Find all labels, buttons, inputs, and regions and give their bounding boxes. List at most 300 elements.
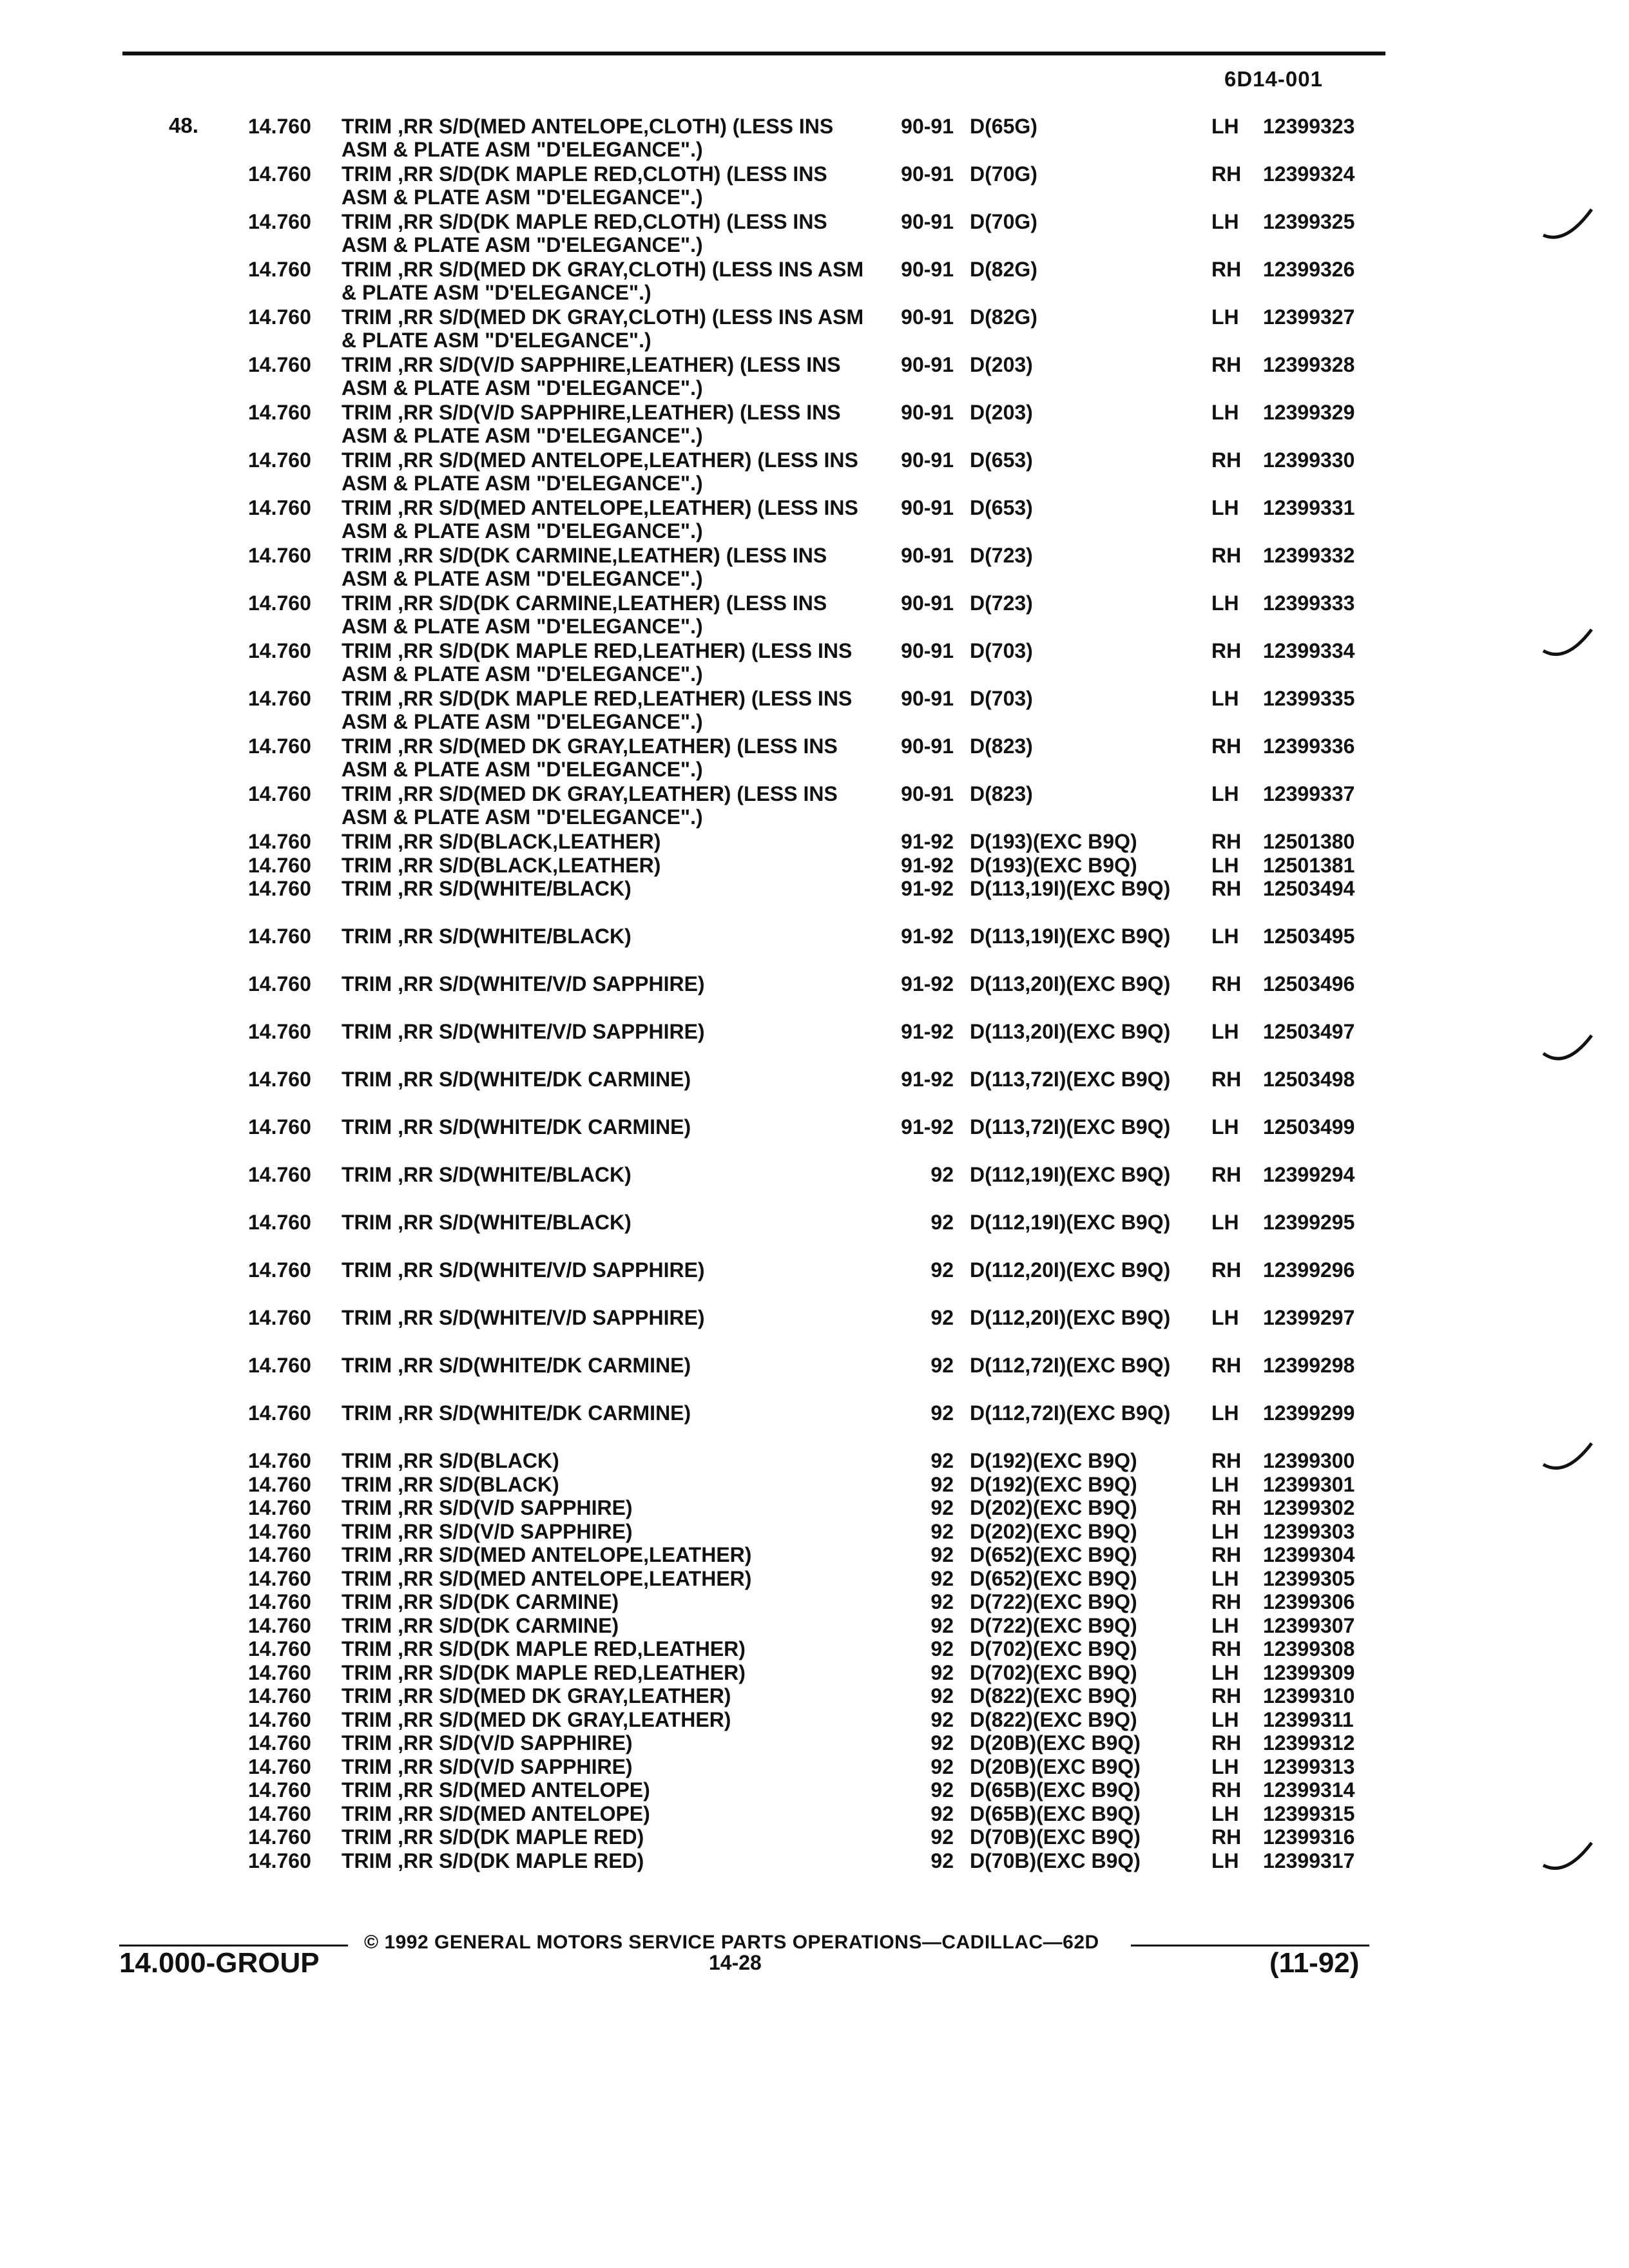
reference-number: 14.760 bbox=[248, 830, 311, 853]
side-indicator: RH bbox=[1211, 639, 1242, 662]
model-years: 92 bbox=[930, 1684, 954, 1707]
side-indicator: LH bbox=[1211, 401, 1239, 424]
table-row bbox=[0, 1449, 1629, 1473]
option-code: D(70B)(EXC B9Q) bbox=[970, 1825, 1141, 1849]
table-row bbox=[0, 115, 1629, 162]
model-years: 92 bbox=[930, 1543, 954, 1566]
side-indicator: LH bbox=[1211, 1519, 1239, 1543]
side-indicator: LH bbox=[1211, 1472, 1239, 1496]
model-years: 92 bbox=[930, 1613, 954, 1637]
option-code: D(112,20I)(EXC B9Q) bbox=[970, 1306, 1171, 1329]
side-indicator: LH bbox=[1211, 1802, 1239, 1825]
side-indicator: LH bbox=[1211, 1849, 1239, 1872]
reference-number: 14.760 bbox=[248, 1731, 311, 1754]
side-indicator: RH bbox=[1211, 1731, 1242, 1754]
option-code: D(20B)(EXC B9Q) bbox=[970, 1754, 1141, 1778]
part-description: TRIM ,RR S/D(MED DK GRAY,CLOTH) (LESS INS ASM & PLATE ASM "D'ELEGANCE".) bbox=[342, 305, 864, 352]
reference-number: 14.760 bbox=[248, 1306, 311, 1329]
table-row bbox=[0, 1306, 1629, 1354]
part-number: 12399307 bbox=[1263, 1613, 1355, 1637]
part-number: 12503499 bbox=[1263, 1115, 1355, 1139]
model-years: 92 bbox=[930, 1778, 954, 1802]
table-row bbox=[0, 1258, 1629, 1306]
reference-number: 14.760 bbox=[248, 1543, 311, 1566]
option-code: D(653) bbox=[970, 448, 1033, 472]
part-description: TRIM ,RR S/D(WHITE/V/D SAPPHIRE) bbox=[342, 1020, 705, 1043]
model-years: 92 bbox=[930, 1637, 954, 1660]
reference-number: 14.760 bbox=[248, 687, 311, 710]
part-description: TRIM ,RR S/D(MED ANTELOPE,CLOTH) (LESS INS ASM & PLATE ASM "D'ELEGANCE".) bbox=[342, 115, 834, 161]
side-indicator: RH bbox=[1211, 1778, 1242, 1802]
part-description: TRIM ,RR S/D(WHITE/BLACK) bbox=[342, 877, 631, 900]
side-indicator: LH bbox=[1211, 210, 1239, 233]
table-row bbox=[0, 1731, 1629, 1755]
part-number: 12399329 bbox=[1263, 401, 1355, 424]
model-years: 91-92 bbox=[901, 877, 954, 900]
reference-number: 14.760 bbox=[248, 1754, 311, 1778]
footer-rule-left bbox=[119, 1945, 348, 1946]
table-row bbox=[0, 401, 1629, 448]
option-code: D(702)(EXC B9Q) bbox=[970, 1637, 1137, 1660]
option-code: D(65B)(EXC B9Q) bbox=[970, 1778, 1141, 1802]
reference-number: 14.760 bbox=[248, 1590, 311, 1613]
part-number: 12399296 bbox=[1263, 1258, 1355, 1282]
part-number: 12399314 bbox=[1263, 1778, 1355, 1802]
part-description: TRIM ,RR S/D(MED ANTELOPE,LEATHER) (LESS INS ASM & PLATE ASM "D'ELEGANCE".) bbox=[342, 496, 858, 543]
table-row bbox=[0, 1163, 1629, 1211]
part-number: 12399333 bbox=[1263, 591, 1355, 615]
table-row bbox=[0, 925, 1629, 972]
option-code: D(203) bbox=[970, 353, 1033, 376]
side-indicator: LH bbox=[1211, 496, 1239, 519]
part-description: TRIM ,RR S/D(MED DK GRAY,LEATHER) bbox=[342, 1684, 731, 1707]
reference-number: 14.760 bbox=[248, 1354, 311, 1377]
part-description: TRIM ,RR S/D(BLACK,LEATHER) bbox=[342, 830, 661, 853]
side-indicator: RH bbox=[1211, 1068, 1242, 1091]
option-code: D(193)(EXC B9Q) bbox=[970, 853, 1137, 877]
copyright-notice: © 1992 GENERAL MOTORS SERVICE PARTS OPERATIONS—CADILLAC—62D bbox=[364, 1932, 1099, 1953]
reference-number: 14.760 bbox=[248, 1401, 311, 1425]
reference-number: 14.760 bbox=[248, 1020, 311, 1043]
option-code: D(723) bbox=[970, 544, 1033, 567]
model-years: 90-91 bbox=[901, 210, 954, 233]
side-indicator: LH bbox=[1211, 305, 1239, 329]
part-number: 12399309 bbox=[1263, 1660, 1355, 1684]
table-row bbox=[0, 1590, 1629, 1614]
part-number: 12399324 bbox=[1263, 162, 1355, 186]
part-description: TRIM ,RR S/D(WHITE/BLACK) bbox=[342, 1211, 631, 1234]
model-years: 92 bbox=[930, 1566, 954, 1590]
part-description: TRIM ,RR S/D(DK MAPLE RED,LEATHER) (LESS INS ASM & PLATE ASM "D'ELEGANCE".) bbox=[342, 687, 853, 733]
side-indicator: RH bbox=[1211, 735, 1242, 758]
model-years: 92 bbox=[930, 1211, 954, 1234]
part-description: TRIM ,RR S/D(WHITE/BLACK) bbox=[342, 925, 631, 948]
option-code: D(703) bbox=[970, 687, 1033, 710]
table-row bbox=[0, 1849, 1629, 1873]
table-row bbox=[0, 496, 1629, 544]
model-years: 92 bbox=[930, 1496, 954, 1519]
side-indicator: LH bbox=[1211, 1211, 1239, 1234]
part-description: TRIM ,RR S/D(WHITE/DK CARMINE) bbox=[342, 1401, 691, 1425]
table-row bbox=[0, 544, 1629, 591]
table-row bbox=[0, 210, 1629, 258]
part-description: TRIM ,RR S/D(DK MAPLE RED) bbox=[342, 1849, 644, 1872]
model-years: 92 bbox=[930, 1449, 954, 1472]
model-years: 91-92 bbox=[901, 830, 954, 853]
model-years: 92 bbox=[930, 1802, 954, 1825]
table-row bbox=[0, 1543, 1629, 1567]
side-indicator: LH bbox=[1211, 687, 1239, 710]
tick-mark-icon bbox=[1540, 206, 1598, 245]
side-indicator: RH bbox=[1211, 544, 1242, 567]
reference-number: 14.760 bbox=[248, 115, 311, 138]
model-years: 92 bbox=[930, 1306, 954, 1329]
part-description: TRIM ,RR S/D(WHITE/DK CARMINE) bbox=[342, 1115, 691, 1139]
part-number: 12399335 bbox=[1263, 687, 1355, 710]
side-indicator: RH bbox=[1211, 1684, 1242, 1707]
part-number: 12399313 bbox=[1263, 1754, 1355, 1778]
option-code: D(82G) bbox=[970, 305, 1037, 329]
parts-list bbox=[0, 115, 1629, 1872]
option-code: D(702)(EXC B9Q) bbox=[970, 1660, 1137, 1684]
option-code: D(70G) bbox=[970, 210, 1037, 233]
part-number: 12399304 bbox=[1263, 1543, 1355, 1566]
part-description: TRIM ,RR S/D(MED DK GRAY,LEATHER) (LESS INS ASM & PLATE ASM "D'ELEGANCE".) bbox=[342, 782, 838, 829]
side-indicator: LH bbox=[1211, 1306, 1239, 1329]
part-description: TRIM ,RR S/D(V/D SAPPHIRE,LEATHER) (LESS INS ASM & PLATE ASM "D'ELEGANCE".) bbox=[342, 353, 841, 399]
part-description: TRIM ,RR S/D(V/D SAPPHIRE) bbox=[342, 1754, 633, 1778]
reference-number: 14.760 bbox=[248, 1068, 311, 1091]
part-number: 12399308 bbox=[1263, 1637, 1355, 1660]
side-indicator: RH bbox=[1211, 448, 1242, 472]
model-years: 92 bbox=[930, 1754, 954, 1778]
side-indicator: RH bbox=[1211, 1590, 1242, 1613]
model-years: 92 bbox=[930, 1163, 954, 1186]
document-id: 6D14-001 bbox=[1224, 67, 1323, 91]
model-years: 90-91 bbox=[901, 496, 954, 519]
model-years: 90-91 bbox=[901, 544, 954, 567]
table-row bbox=[0, 1520, 1629, 1544]
option-code: D(722)(EXC B9Q) bbox=[970, 1613, 1137, 1637]
part-number: 12399337 bbox=[1263, 782, 1355, 805]
part-description: TRIM ,RR S/D(MED DK GRAY,LEATHER) bbox=[342, 1707, 731, 1731]
side-indicator: RH bbox=[1211, 353, 1242, 376]
part-number: 12399334 bbox=[1263, 639, 1355, 662]
part-description: TRIM ,RR S/D(WHITE/DK CARMINE) bbox=[342, 1354, 691, 1377]
option-code: D(65B)(EXC B9Q) bbox=[970, 1802, 1141, 1825]
model-years: 91-92 bbox=[901, 972, 954, 995]
part-description: TRIM ,RR S/D(V/D SAPPHIRE,LEATHER) (LESS INS ASM & PLATE ASM "D'ELEGANCE".) bbox=[342, 401, 841, 447]
reference-number: 14.760 bbox=[248, 162, 311, 186]
side-indicator: RH bbox=[1211, 1163, 1242, 1186]
option-code: D(822)(EXC B9Q) bbox=[970, 1684, 1137, 1707]
table-row bbox=[0, 639, 1629, 687]
part-number: 12501380 bbox=[1263, 830, 1355, 853]
option-code: D(113,20I)(EXC B9Q) bbox=[970, 972, 1171, 995]
part-number: 12503497 bbox=[1263, 1020, 1355, 1043]
part-description: TRIM ,RR S/D(DK MAPLE RED,CLOTH) (LESS INS ASM & PLATE ASM "D'ELEGANCE".) bbox=[342, 162, 827, 209]
reference-number: 14.760 bbox=[248, 925, 311, 948]
part-number: 12399298 bbox=[1263, 1354, 1355, 1377]
part-description: TRIM ,RR S/D(DK MAPLE RED,LEATHER) bbox=[342, 1660, 746, 1684]
table-row bbox=[0, 687, 1629, 735]
part-number: 12503498 bbox=[1263, 1068, 1355, 1091]
option-code: D(82G) bbox=[970, 258, 1037, 281]
part-description: TRIM ,RR S/D(DK MAPLE RED,LEATHER) bbox=[342, 1637, 746, 1660]
table-row bbox=[0, 1473, 1629, 1497]
part-description: TRIM ,RR S/D(DK MAPLE RED) bbox=[342, 1825, 644, 1849]
reference-number: 14.760 bbox=[248, 853, 311, 877]
side-indicator: LH bbox=[1211, 1754, 1239, 1778]
part-number: 12399305 bbox=[1263, 1566, 1355, 1590]
option-code: D(113,72I)(EXC B9Q) bbox=[970, 1115, 1171, 1139]
part-description: TRIM ,RR S/D(WHITE/V/D SAPPHIRE) bbox=[342, 1306, 705, 1329]
option-code: D(112,19I)(EXC B9Q) bbox=[970, 1163, 1171, 1186]
option-code: D(192)(EXC B9Q) bbox=[970, 1449, 1137, 1472]
option-code: D(20B)(EXC B9Q) bbox=[970, 1731, 1141, 1754]
table-row bbox=[0, 162, 1629, 210]
side-indicator: LH bbox=[1211, 1566, 1239, 1590]
option-code: D(192)(EXC B9Q) bbox=[970, 1472, 1137, 1496]
part-description: TRIM ,RR S/D(V/D SAPPHIRE) bbox=[342, 1519, 633, 1543]
reference-number: 14.760 bbox=[248, 1613, 311, 1637]
part-number: 12399323 bbox=[1263, 115, 1355, 138]
reference-number: 14.760 bbox=[248, 401, 311, 424]
side-indicator: LH bbox=[1211, 1707, 1239, 1731]
model-years: 92 bbox=[930, 1849, 954, 1872]
part-description: TRIM ,RR S/D(WHITE/V/D SAPPHIRE) bbox=[342, 1258, 705, 1282]
part-number: 12503495 bbox=[1263, 925, 1355, 948]
part-number: 12501381 bbox=[1263, 853, 1355, 877]
page-number: 14-28 bbox=[709, 1951, 762, 1974]
part-number: 12399299 bbox=[1263, 1401, 1355, 1425]
part-number: 12399315 bbox=[1263, 1802, 1355, 1825]
reference-number: 14.760 bbox=[248, 210, 311, 233]
part-description: TRIM ,RR S/D(WHITE/DK CARMINE) bbox=[342, 1068, 691, 1091]
option-code: D(652)(EXC B9Q) bbox=[970, 1566, 1137, 1590]
side-indicator: RH bbox=[1211, 162, 1242, 186]
table-row bbox=[0, 353, 1629, 401]
side-indicator: LH bbox=[1211, 782, 1239, 805]
table-row bbox=[0, 1354, 1629, 1401]
table-row bbox=[0, 1020, 1629, 1068]
model-years: 90-91 bbox=[901, 735, 954, 758]
reference-number: 14.760 bbox=[248, 1496, 311, 1519]
reference-number: 14.760 bbox=[248, 1825, 311, 1849]
model-years: 90-91 bbox=[901, 591, 954, 615]
model-years: 90-91 bbox=[901, 687, 954, 710]
option-code: D(113,19I)(EXC B9Q) bbox=[970, 925, 1171, 948]
table-row bbox=[0, 1661, 1629, 1685]
table-row bbox=[0, 1401, 1629, 1449]
side-indicator: RH bbox=[1211, 972, 1242, 995]
table-row bbox=[0, 1496, 1629, 1520]
group-label: 14.000-GROUP bbox=[119, 1947, 320, 1979]
model-years: 92 bbox=[930, 1401, 954, 1425]
part-number: 12399326 bbox=[1263, 258, 1355, 281]
reference-number: 14.760 bbox=[248, 1802, 311, 1825]
table-row bbox=[0, 591, 1629, 639]
option-code: D(112,20I)(EXC B9Q) bbox=[970, 1258, 1171, 1282]
reference-number: 14.760 bbox=[248, 591, 311, 615]
part-number: 12399325 bbox=[1263, 210, 1355, 233]
table-row bbox=[0, 1802, 1629, 1826]
side-indicator: RH bbox=[1211, 1354, 1242, 1377]
part-number: 12399317 bbox=[1263, 1849, 1355, 1872]
top-rule bbox=[122, 52, 1385, 55]
option-code: D(70G) bbox=[970, 162, 1037, 186]
reference-number: 14.760 bbox=[248, 258, 311, 281]
model-years: 90-91 bbox=[901, 782, 954, 805]
model-years: 91-92 bbox=[901, 1020, 954, 1043]
tick-mark-icon bbox=[1540, 1440, 1598, 1479]
part-number: 12399303 bbox=[1263, 1519, 1355, 1543]
option-code: D(203) bbox=[970, 401, 1033, 424]
model-years: 91-92 bbox=[901, 1068, 954, 1091]
part-description: TRIM ,RR S/D(DK CARMINE,LEATHER) (LESS INS ASM & PLATE ASM "D'ELEGANCE".) bbox=[342, 544, 827, 590]
option-code: D(723) bbox=[970, 591, 1033, 615]
table-row bbox=[0, 854, 1629, 878]
side-indicator: RH bbox=[1211, 1637, 1242, 1660]
table-row bbox=[0, 1637, 1629, 1661]
part-description: TRIM ,RR S/D(MED ANTELOPE) bbox=[342, 1778, 650, 1802]
reference-number: 14.760 bbox=[248, 1472, 311, 1496]
reference-number: 14.760 bbox=[248, 1211, 311, 1234]
side-indicator: LH bbox=[1211, 1613, 1239, 1637]
side-indicator: RH bbox=[1211, 830, 1242, 853]
side-indicator: RH bbox=[1211, 877, 1242, 900]
reference-number: 14.760 bbox=[248, 544, 311, 567]
reference-number: 14.760 bbox=[248, 639, 311, 662]
table-row bbox=[0, 830, 1629, 854]
side-indicator: LH bbox=[1211, 925, 1239, 948]
model-years: 90-91 bbox=[901, 305, 954, 329]
table-row bbox=[0, 1825, 1629, 1849]
reference-number: 14.760 bbox=[248, 877, 311, 900]
table-row bbox=[0, 1614, 1629, 1638]
reference-number: 14.760 bbox=[248, 305, 311, 329]
reference-number: 14.760 bbox=[248, 1519, 311, 1543]
part-description: TRIM ,RR S/D(MED DK GRAY,LEATHER) (LESS INS ASM & PLATE ASM "D'ELEGANCE".) bbox=[342, 735, 838, 781]
side-indicator: RH bbox=[1211, 1543, 1242, 1566]
option-code: D(193)(EXC B9Q) bbox=[970, 830, 1137, 853]
part-description: TRIM ,RR S/D(BLACK) bbox=[342, 1449, 559, 1472]
side-indicator: RH bbox=[1211, 258, 1242, 281]
part-description: TRIM ,RR S/D(MED ANTELOPE,LEATHER) (LESS INS ASM & PLATE ASM "D'ELEGANCE".) bbox=[342, 448, 858, 495]
reference-number: 14.760 bbox=[248, 1660, 311, 1684]
part-description: TRIM ,RR S/D(V/D SAPPHIRE) bbox=[342, 1731, 633, 1754]
model-years: 92 bbox=[930, 1731, 954, 1754]
table-row bbox=[0, 1684, 1629, 1708]
side-indicator: LH bbox=[1211, 591, 1239, 615]
footer-rule-right bbox=[1131, 1945, 1369, 1946]
model-years: 92 bbox=[930, 1707, 954, 1731]
option-code: D(112,19I)(EXC B9Q) bbox=[970, 1211, 1171, 1234]
side-indicator: LH bbox=[1211, 853, 1239, 877]
part-number: 12399327 bbox=[1263, 305, 1355, 329]
model-years: 91-92 bbox=[901, 1115, 954, 1139]
part-number: 12399294 bbox=[1263, 1163, 1355, 1186]
side-indicator: LH bbox=[1211, 115, 1239, 138]
part-number: 12399332 bbox=[1263, 544, 1355, 567]
model-years: 92 bbox=[930, 1825, 954, 1849]
table-row bbox=[0, 735, 1629, 782]
option-code: D(113,19I)(EXC B9Q) bbox=[970, 877, 1171, 900]
side-indicator: LH bbox=[1211, 1660, 1239, 1684]
part-number: 12399331 bbox=[1263, 496, 1355, 519]
option-code: D(202)(EXC B9Q) bbox=[970, 1519, 1137, 1543]
reference-number: 14.760 bbox=[248, 1684, 311, 1707]
part-number: 12399310 bbox=[1263, 1684, 1355, 1707]
tick-mark-icon bbox=[1540, 628, 1598, 667]
option-code: D(112,72I)(EXC B9Q) bbox=[970, 1401, 1171, 1425]
side-indicator: RH bbox=[1211, 1496, 1242, 1519]
table-row bbox=[0, 1567, 1629, 1591]
reference-number: 14.760 bbox=[248, 1707, 311, 1731]
part-number: 12503496 bbox=[1263, 972, 1355, 995]
option-code: D(703) bbox=[970, 639, 1033, 662]
model-years: 90-91 bbox=[901, 115, 954, 138]
table-row bbox=[0, 1068, 1629, 1115]
part-description: TRIM ,RR S/D(BLACK,LEATHER) bbox=[342, 853, 661, 877]
part-number: 12399312 bbox=[1263, 1731, 1355, 1754]
model-years: 90-91 bbox=[901, 639, 954, 662]
reference-number: 14.760 bbox=[248, 1778, 311, 1802]
reference-number: 14.760 bbox=[248, 1849, 311, 1872]
part-number: 12399316 bbox=[1263, 1825, 1355, 1849]
part-description: TRIM ,RR S/D(DK CARMINE) bbox=[342, 1613, 619, 1637]
reference-number: 14.760 bbox=[248, 448, 311, 472]
part-number: 12399330 bbox=[1263, 448, 1355, 472]
part-description: TRIM ,RR S/D(MED ANTELOPE,LEATHER) bbox=[342, 1543, 752, 1566]
model-years: 90-91 bbox=[901, 448, 954, 472]
part-description: TRIM ,RR S/D(BLACK) bbox=[342, 1472, 559, 1496]
table-row bbox=[0, 1778, 1629, 1802]
part-description: TRIM ,RR S/D(DK CARMINE,LEATHER) (LESS INS ASM & PLATE ASM "D'ELEGANCE".) bbox=[342, 591, 827, 638]
part-description: TRIM ,RR S/D(WHITE/BLACK) bbox=[342, 1163, 631, 1186]
option-code: D(202)(EXC B9Q) bbox=[970, 1496, 1137, 1519]
option-code: D(113,20I)(EXC B9Q) bbox=[970, 1020, 1171, 1043]
option-code: D(653) bbox=[970, 496, 1033, 519]
option-code: D(823) bbox=[970, 735, 1033, 758]
reference-number: 14.760 bbox=[248, 972, 311, 995]
table-row bbox=[0, 258, 1629, 305]
part-number: 12399328 bbox=[1263, 353, 1355, 376]
model-years: 90-91 bbox=[901, 162, 954, 186]
reference-number: 14.760 bbox=[248, 496, 311, 519]
model-years: 90-91 bbox=[901, 258, 954, 281]
part-description: TRIM ,RR S/D(V/D SAPPHIRE) bbox=[342, 1496, 633, 1519]
part-description: TRIM ,RR S/D(MED DK GRAY,CLOTH) (LESS INS ASM & PLATE ASM "D'ELEGANCE".) bbox=[342, 258, 864, 304]
model-years: 92 bbox=[930, 1472, 954, 1496]
part-description: TRIM ,RR S/D(DK MAPLE RED,CLOTH) (LESS INS ASM & PLATE ASM "D'ELEGANCE".) bbox=[342, 210, 827, 256]
option-code: D(822)(EXC B9Q) bbox=[970, 1707, 1137, 1731]
part-number: 12399311 bbox=[1263, 1707, 1354, 1731]
option-code: D(65G) bbox=[970, 115, 1037, 138]
part-description: TRIM ,RR S/D(MED ANTELOPE) bbox=[342, 1802, 650, 1825]
side-indicator: LH bbox=[1211, 1020, 1239, 1043]
side-indicator: RH bbox=[1211, 1449, 1242, 1472]
part-number: 12399301 bbox=[1263, 1472, 1355, 1496]
table-row bbox=[0, 305, 1629, 353]
part-number: 12399336 bbox=[1263, 735, 1355, 758]
model-years: 91-92 bbox=[901, 853, 954, 877]
part-number: 12399297 bbox=[1263, 1306, 1355, 1329]
reference-number: 14.760 bbox=[248, 1637, 311, 1660]
reference-number: 14.760 bbox=[248, 735, 311, 758]
table-row bbox=[0, 972, 1629, 1020]
reference-number: 14.760 bbox=[248, 353, 311, 376]
